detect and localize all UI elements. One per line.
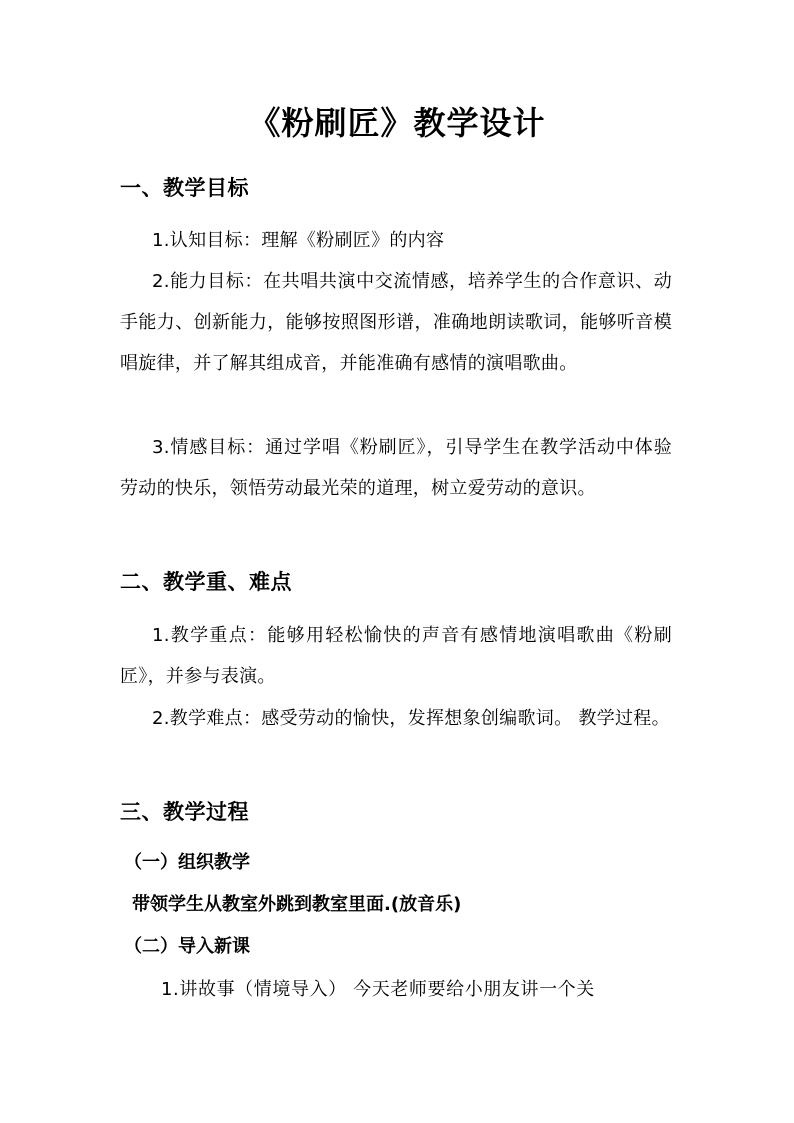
paragraph-emotion-goal: 3.情感目标：通过学唱《粉刷匠》，引导学生在教学活动中体验劳动的快乐，领悟劳动最光荣的道理，树立爱劳动的意识。	[120, 437, 672, 499]
subsection-line-organize-teaching: 带领学生从教室外跳到教室里面.(放音乐)	[132, 894, 462, 915]
section-heading-teaching-process: 三、教学过程	[120, 800, 249, 824]
paragraph-difficult-point: 2.教学难点：感受劳动的愉快，发挥想象创编歌词。 教学过程。	[152, 708, 670, 729]
section-heading-key-difficult-points: 二、教学重、难点	[120, 570, 292, 594]
paragraph-cognitive-goal: 1.认知目标：理解《粉刷匠》的内容	[152, 230, 445, 251]
section-heading-teaching-goals: 一、教学目标	[120, 176, 249, 200]
paragraph-ability-goal: 2.能力目标：在共唱共演中交流情感，培养学生的合作意识、动手能力、创新能力，能够按照图形谱，准确地朗读歌词，能够听音模唱旋律，并了解其组成音，并能准确有感情的演唱歌曲。	[120, 271, 672, 374]
paragraph-key-point: 1.教学重点：能够用轻松愉快的声音有感情地演唱歌曲《粉刷匠》，并参与表演。	[120, 625, 672, 687]
subsection-heading-introduce-lesson: （二）导入新课	[124, 936, 250, 957]
subsection-line-introduce-lesson: 1.讲故事（情境导入） 今天老师要给小朋友讲一个关	[161, 979, 595, 1000]
subsection-heading-organize-teaching: （一）组织教学	[124, 852, 250, 873]
page-title: 《粉刷匠》教学设计	[248, 104, 546, 142]
